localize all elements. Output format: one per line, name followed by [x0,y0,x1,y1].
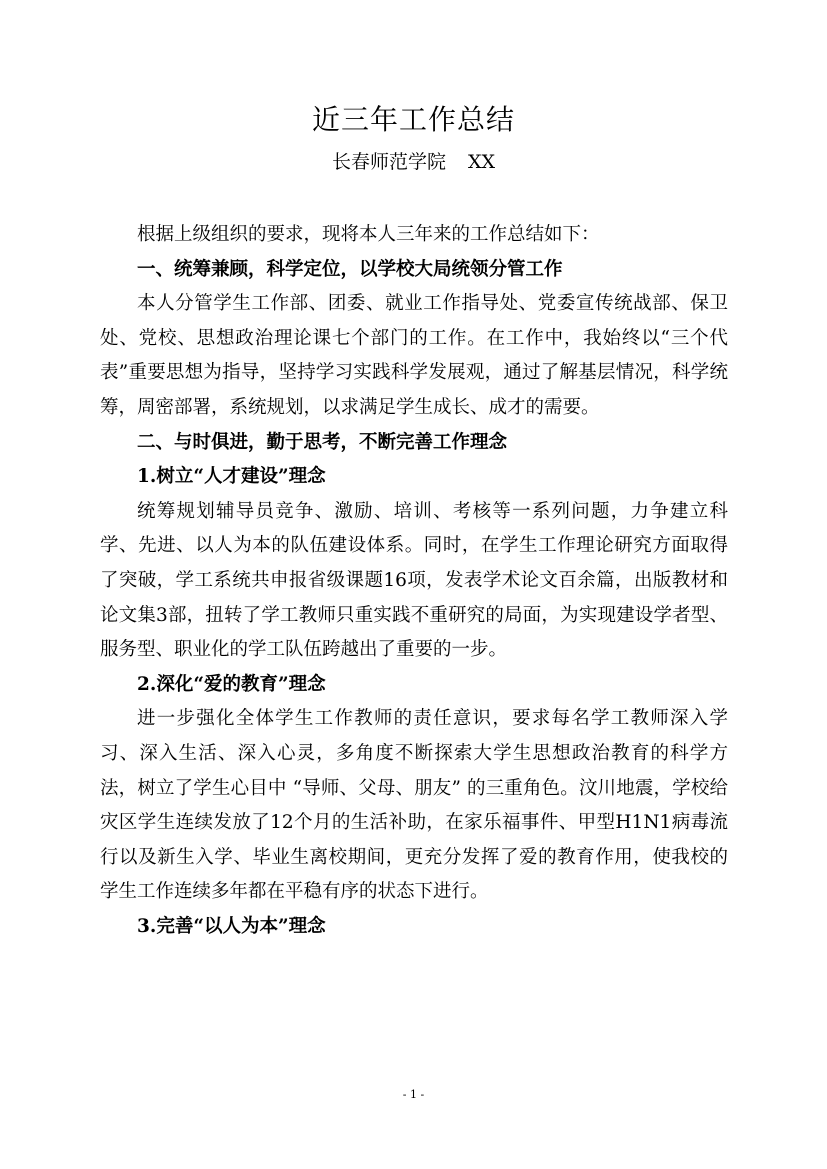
body-paragraph: 根据上级组织的要求，现将本人三年来的工作总结如下： [137,224,600,245]
body-paragraph: 统筹规划辅导员竞争、激励、培训、考核等一系列问题，力争建立科学、先进、以人为本的队伍建设体系。同时，在学生工作理论研究方面取得了突破，学工系统共申报省级课题16项，发表学术论文百余篇，出版教材和论文集3部，扭转了学工教师只重实践不重研究的局面，为实现建设学者型、服务型、职业化的学工队伍跨越出了重要的一步。 [100,500,728,661]
document-title: 近三年工作总结 [311,103,515,136]
subsection-heading: 2.深化“爱的教育”理念 [137,673,326,695]
body-paragraph: 本人分管学生工作部、团委、就业工作指导处、党委宣传统战部、保卫处、党校、思想政治理论课七个部门的工作。在工作中，我始终以“三个代表”重要思想为指导，坚持学习实践科学发展观，通过了解基层情况，科学统筹，周密部署，系统规划，以求满足学生成长、成才的需要。 [100,293,728,418]
subsection-heading: 3.完善“以人为本”理念 [137,915,326,937]
subsection-heading: 1.树立“人才建设”理念 [137,466,326,488]
institution-name: 长春师范学院 [331,151,446,173]
page-number: - 1 - [402,1088,425,1101]
section-heading: 二、与时俱进，勤于思考，不断完善工作理念 [137,431,508,453]
document-body [100,218,728,944]
author-name: XX [467,151,496,173]
document-subtitle [0,148,827,176]
section-heading: 一、统筹兼顾，科学定位，以学校大局统领分管工作 [137,258,563,280]
body-paragraph: 进一步强化全体学生工作教师的责任意识，要求每名学工教师深入学习、深入生活、深入心灵，多角度不断探索大学生思想政治教育的科学方法，树立了学生心目中 “导师、父母、朋友” 的三重角色。汶川地震，学校给灾区学生连续发放了12个月的生活补助，在家乐福事件、甲型H1N1病毒流行以及新生入学、毕业生离校期间，更充分发挥了爱的教育作用，使我校的学生工作连续多年都在平稳有序的状态下进行。 [100,708,728,903]
